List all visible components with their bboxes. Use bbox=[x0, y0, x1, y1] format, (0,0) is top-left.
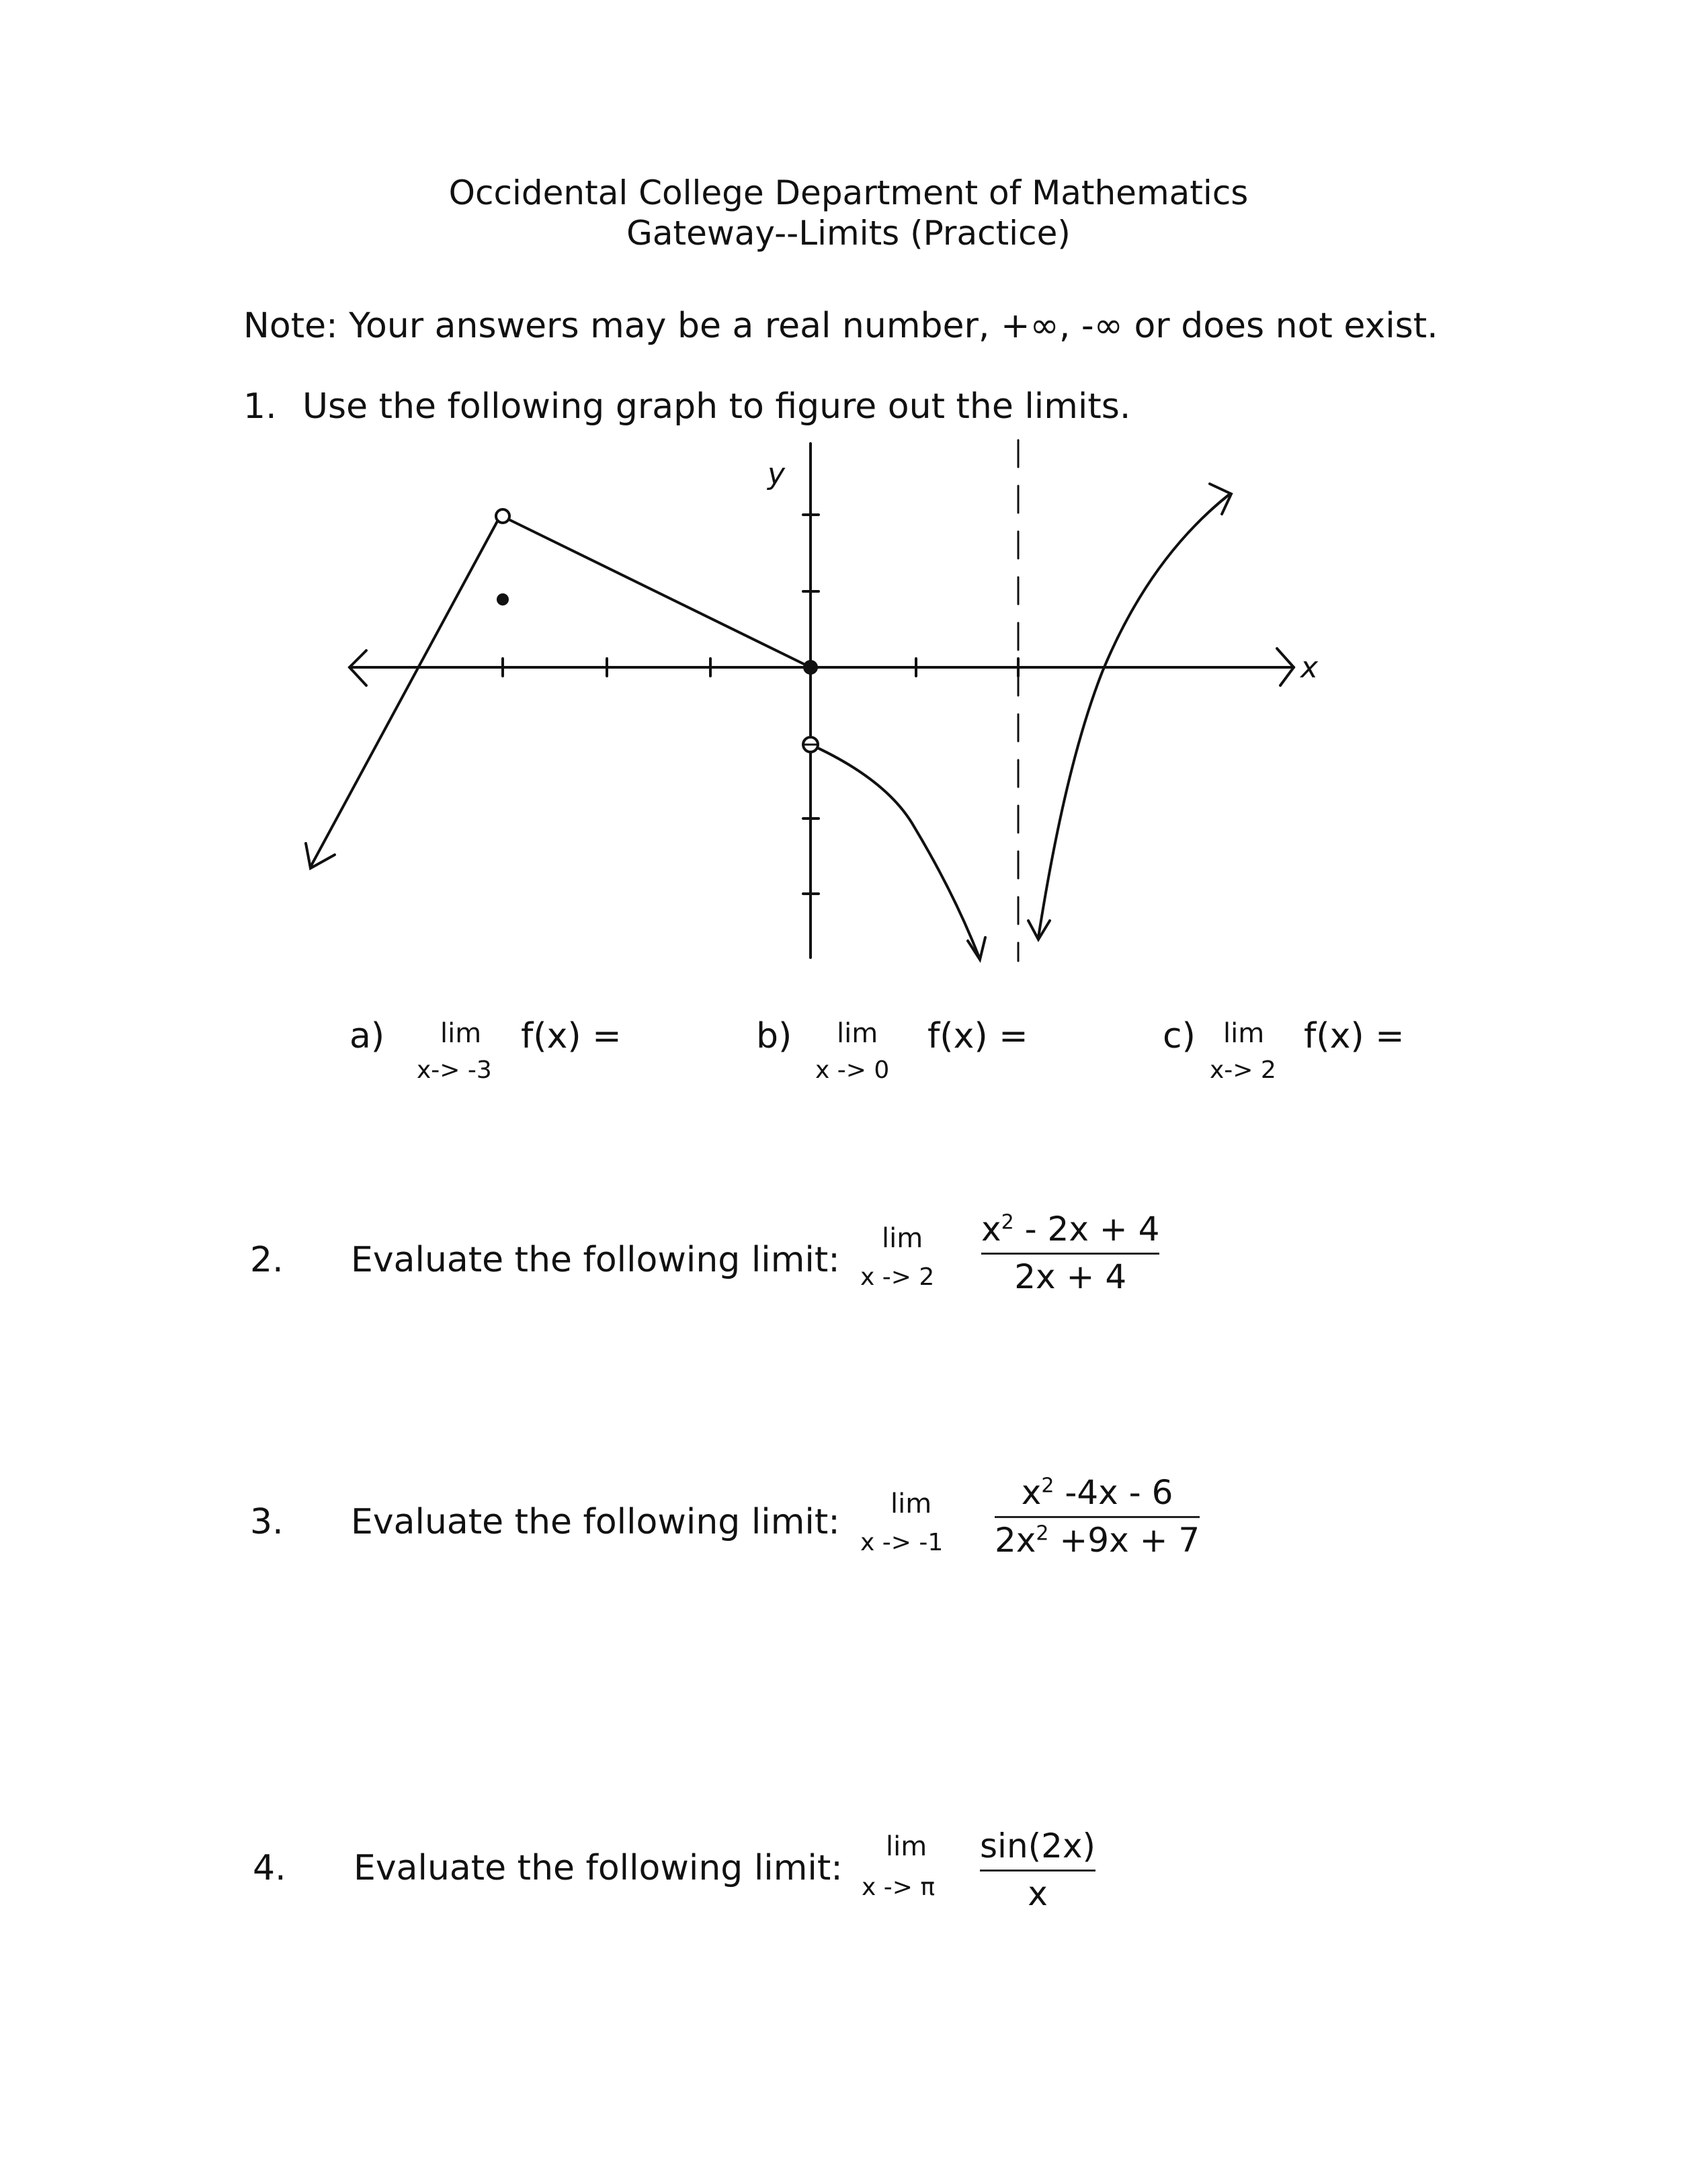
part-c-lim: lim bbox=[1223, 1018, 1265, 1049]
part-b-lim: lim bbox=[837, 1018, 878, 1049]
middle-segment bbox=[507, 519, 811, 667]
open-point-neg3-2 bbox=[496, 509, 509, 523]
q2-text: Evaluate the following limit: bbox=[351, 1240, 840, 1280]
q4-text: Evaluate the following limit: bbox=[354, 1848, 843, 1888]
part-c-expr: f(x) = bbox=[1304, 1016, 1405, 1056]
part-a-lim: lim bbox=[440, 1018, 482, 1049]
header-line-2: Gateway--Limits (Practice) bbox=[626, 214, 1071, 253]
q1-text: Use the following graph to figure out the limits. bbox=[302, 386, 1131, 427]
part-a-sub: x-> -3 bbox=[417, 1056, 492, 1084]
q2-lim: lim bbox=[882, 1223, 923, 1254]
q3-denominator: $2x^2 +9x + 7$ bbox=[995, 1521, 1200, 1560]
part-a-expr: f(x) = bbox=[521, 1016, 622, 1056]
lower-curve bbox=[811, 745, 979, 958]
x-axis-label: x bbox=[1300, 650, 1319, 685]
part-b-expr: f(x) = bbox=[927, 1016, 1028, 1056]
part-c-sub: x-> 2 bbox=[1210, 1056, 1276, 1084]
header-line-1: Occidental College Department of Mathematics bbox=[448, 173, 1249, 212]
note-text: Note: Your answers may be a real number, +∞, -∞ or does not exist. bbox=[243, 306, 1438, 346]
q4-fraction-bar bbox=[980, 1870, 1095, 1872]
q1-number: 1. bbox=[243, 386, 277, 427]
right-curve bbox=[1038, 494, 1230, 937]
part-a-label: a) bbox=[349, 1016, 385, 1056]
q4-denominator: x bbox=[1028, 1874, 1048, 1913]
q3-fraction-bar bbox=[995, 1516, 1200, 1518]
q2-numerator: $x^2 - 2x + 4$ bbox=[981, 1210, 1160, 1249]
q3-number: 3. bbox=[250, 1502, 284, 1542]
q4-numerator: sin(2x) bbox=[980, 1826, 1096, 1865]
q3-fraction bbox=[995, 1473, 1200, 1560]
left-branch bbox=[311, 519, 499, 867]
q3-lim: lim bbox=[891, 1488, 932, 1519]
q3-numerator: $x^2$ -4x - 6 bbox=[1021, 1473, 1173, 1512]
part-c-label: c) bbox=[1163, 1016, 1196, 1056]
q4-number: 4. bbox=[253, 1848, 286, 1888]
q2-sub: x -> 2 bbox=[860, 1263, 935, 1291]
q2-denominator: 2x + 4 bbox=[1014, 1257, 1127, 1296]
q4-sub: x -> π bbox=[862, 1874, 936, 1901]
q4-lim: lim bbox=[886, 1831, 927, 1862]
q4-fraction bbox=[980, 1826, 1095, 1913]
closed-point-origin bbox=[803, 660, 818, 675]
q3-sub: x -> -1 bbox=[860, 1529, 944, 1556]
part-b-sub: x -> 0 bbox=[815, 1056, 890, 1084]
part-b-label: b) bbox=[756, 1016, 792, 1056]
q2-number: 2. bbox=[250, 1240, 284, 1280]
q3-text: Evaluate the following limit: bbox=[351, 1502, 840, 1542]
y-axis-label: y bbox=[768, 457, 786, 491]
q2-fraction-bar bbox=[981, 1253, 1159, 1255]
q2-fraction bbox=[981, 1210, 1159, 1296]
closed-point-neg3-1 bbox=[497, 593, 509, 605]
